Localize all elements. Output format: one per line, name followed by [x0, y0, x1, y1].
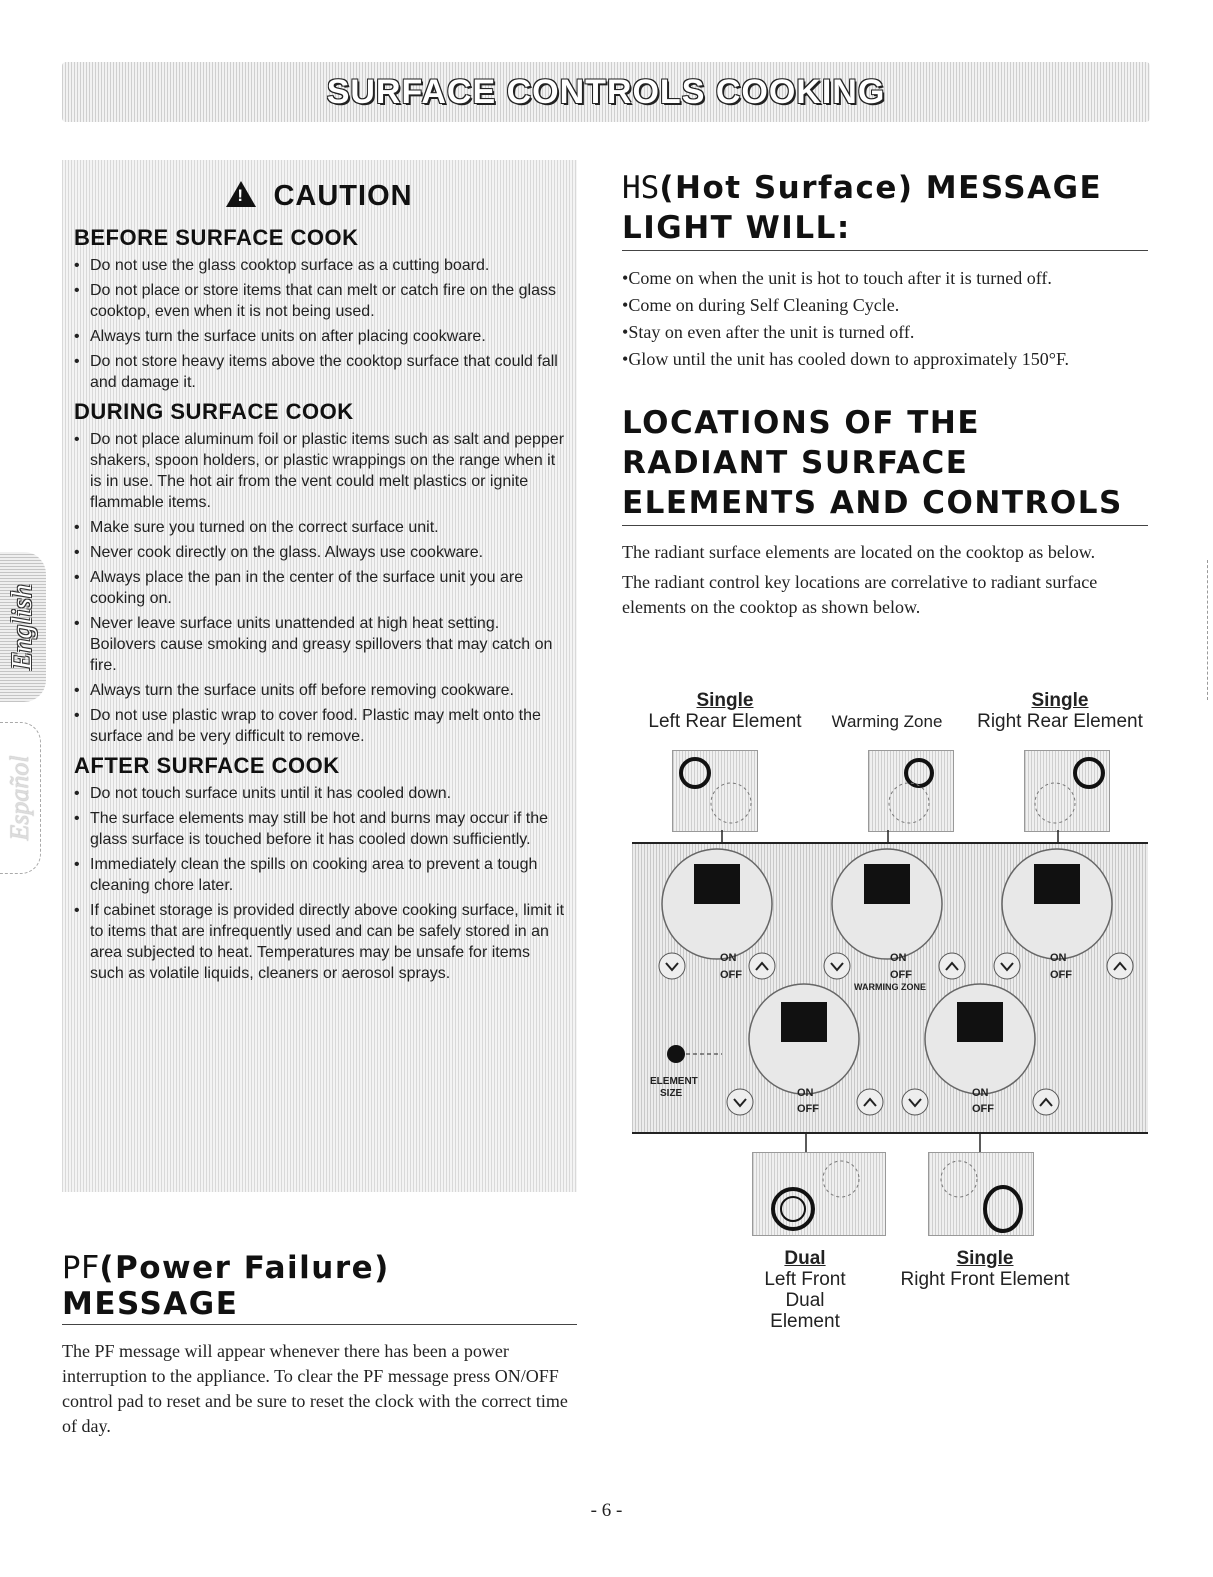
off-label-4: OFF: [797, 1103, 819, 1115]
on-label-3: ON: [1050, 952, 1067, 964]
hs-code: HS: [622, 170, 660, 206]
list-item: • Glow until the unit has cooled down to approximately 150°F.: [622, 346, 1148, 373]
list-item: • Make sure you turned on the correct surface unit.: [74, 517, 565, 538]
on-label-2: ON: [890, 952, 907, 964]
list-item: • Always turn the surface units off before removing cookware.: [74, 680, 565, 701]
locations-heading: LOCATIONS OF THE RADIANT SURFACE ELEMENTS AND CONTROLS: [622, 403, 1148, 526]
on-label-5: ON: [972, 1087, 989, 1099]
list-item: • Do not place or store items that can melt or catch fire on the glass cooktop, even when it is not being used.: [74, 280, 565, 322]
off-label-3: OFF: [1050, 969, 1072, 981]
before-surface-cook-heading: BEFORE SURFACE COOK: [74, 225, 359, 250]
element-burner-icon: [929, 1153, 1033, 1235]
warming-zone-panel-label: WARMING ZONE: [854, 982, 926, 992]
list-item: • Do not place aluminum foil or plastic items such as salt and pepper shakers, spoon holders, or plastic wrappings on the range when it is in use. The hot air from the vent could melt plastics or ignite flammable items.: [74, 429, 565, 513]
caution-heading-text: CAUTION: [273, 180, 413, 212]
locations-paragraph: The radiant control key locations are correlative to radiant surface elements on the cooktop as shown below.: [622, 572, 1098, 617]
list-item: • Do not store heavy items above the cooktop surface that could fall and damage it.: [74, 351, 565, 393]
off-label-2: OFF: [890, 969, 912, 981]
label-type: Single: [1031, 690, 1089, 711]
element-burner-icon: [753, 1153, 885, 1235]
list-item: • Always turn the surface units on after placing cookware.: [74, 326, 565, 347]
list-item: • Never leave surface units unattended at high heat setting. Boilovers cause smoking and greasy spillovers that may catch on fire.: [74, 613, 565, 676]
control-panel-drawing: [632, 844, 1148, 1132]
list-item: • Come on during Self Cleaning Cycle.: [622, 292, 1148, 319]
list-item: • Do not use the glass cooktop surface as a cutting board.: [74, 255, 565, 276]
list-item: • Never cook directly on the glass. Always use cookware.: [74, 542, 565, 563]
pf-title-text: (Power Failure) MESSAGE: [62, 1250, 390, 1322]
list-item: • Come on when the unit is hot to touch after it is turned off.: [622, 265, 1148, 292]
list-item: • Always place the pan in the center of the surface unit you are cooking on.: [74, 567, 565, 609]
on-label-1: ON: [720, 952, 737, 964]
on-label-4: ON: [797, 1087, 814, 1099]
list-item: • Do not use plastic wrap to cover food. Plastic may melt onto the surface and be very difficult to remove.: [74, 705, 565, 747]
label-name: Left Rear Element: [648, 711, 802, 732]
left-front-dual-element-diagram: [752, 1152, 886, 1236]
right-front-element-diagram: [928, 1152, 1034, 1236]
label-name: Right Front Element: [900, 1269, 1070, 1290]
hs-title-text: (Hot Surface) MESSAGE LIGHT WILL:: [622, 170, 1103, 246]
label-name: Warming Zone: [831, 712, 943, 731]
pf-code: PF: [62, 1250, 100, 1286]
label-right-front-element: [890, 1248, 1080, 1290]
locations-paragraph: The radiant surface elements are located on the cooktop as below.: [622, 542, 1096, 562]
language-tab-english-label: English: [7, 584, 38, 670]
label-name: Left Front Dual Element: [764, 1269, 846, 1332]
off-label-1: OFF: [720, 969, 742, 981]
language-tab-espanol-label: Español: [5, 755, 34, 841]
off-label-5: OFF: [972, 1103, 994, 1115]
label-type: Single: [956, 1248, 1014, 1269]
label-left-front-dual-element: [730, 1248, 880, 1332]
page-number: - 6 -: [590, 1500, 623, 1521]
label-name: Right Rear Element: [977, 711, 1143, 732]
after-surface-cook-heading: AFTER SURFACE COOK: [74, 753, 340, 778]
control-panel: [632, 842, 1148, 1134]
during-surface-cook-heading: DURING SURFACE COOK: [74, 399, 354, 424]
label-type: Dual: [784, 1248, 826, 1269]
element-size-label-2: SIZE: [660, 1088, 683, 1099]
list-item: • If cabinet storage is provided directly above cooking surface, limit it to items that are infrequently used and can be safely stored in an area subjected to heat. Temperatures may be unsafe for items such as volatile liquids, cleaners or aerosol sprays.: [74, 900, 565, 984]
list-item: • The surface elements may still be hot and burns may occur if the glass surface is touched before it has cooled down sufficiently.: [74, 808, 565, 850]
page-title: SURFACE CONTROLS COOKING: [326, 72, 886, 111]
list-item: • Immediately clean the spills on cooking area to prevent a tough cleaning chore later.: [74, 854, 565, 896]
list-item: • Do not touch surface units until it has cooled down.: [74, 783, 565, 804]
label-type: Single: [696, 690, 754, 711]
pf-message-body: The PF message will appear whenever there has been a power interruption to the appliance. To clear the PF message press ON/OFF control pad to reset and be sure to reset the clock with the correct time of day.: [62, 1341, 568, 1436]
element-size-label: ELEMENT: [650, 1076, 698, 1087]
list-item: • Stay on even after the unit is turned off.: [622, 319, 1148, 346]
